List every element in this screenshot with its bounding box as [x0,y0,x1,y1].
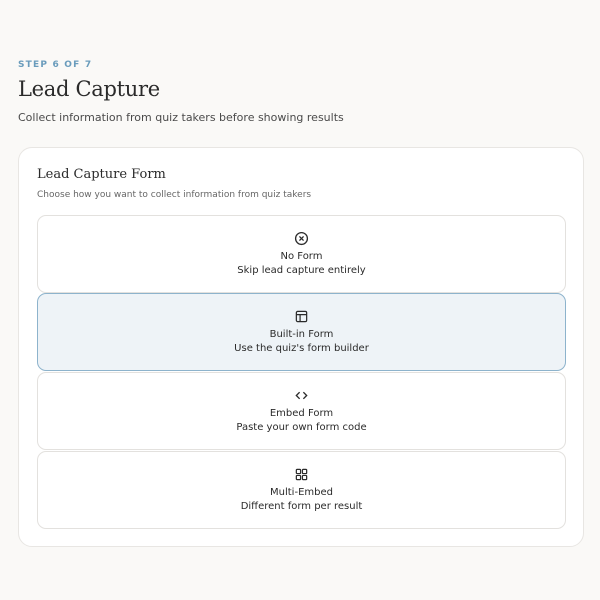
x-circle-icon [294,231,309,246]
lead-capture-card [18,147,584,547]
option-label: Embed Form [269,407,334,419]
option-embed-form[interactable] [37,372,566,450]
card-title: Lead Capture Form [37,167,166,182]
option-multi-embed[interactable] [37,451,566,529]
step-indicator: STEP 6 OF 7 [18,60,93,70]
option-built-in-form[interactable] [37,293,566,371]
layout-icon [294,309,309,324]
page-title: Lead Capture [18,77,160,101]
option-description: Different form per result [240,500,363,512]
option-label: Built-in Form [269,328,334,340]
page-subtitle: Collect information from quiz takers before showing results [18,111,344,124]
code-icon [294,388,309,403]
option-no-form[interactable] [37,215,566,293]
option-label: No Form [280,250,323,262]
card-description: Choose how you want to collect information from quiz takers [37,190,312,200]
grid-icon [294,467,309,482]
option-description: Skip lead capture entirely [237,264,366,276]
option-description: Use the quiz's form builder [234,342,369,354]
option-label: Multi-Embed [270,486,333,498]
option-description: Paste your own form code [236,421,367,433]
